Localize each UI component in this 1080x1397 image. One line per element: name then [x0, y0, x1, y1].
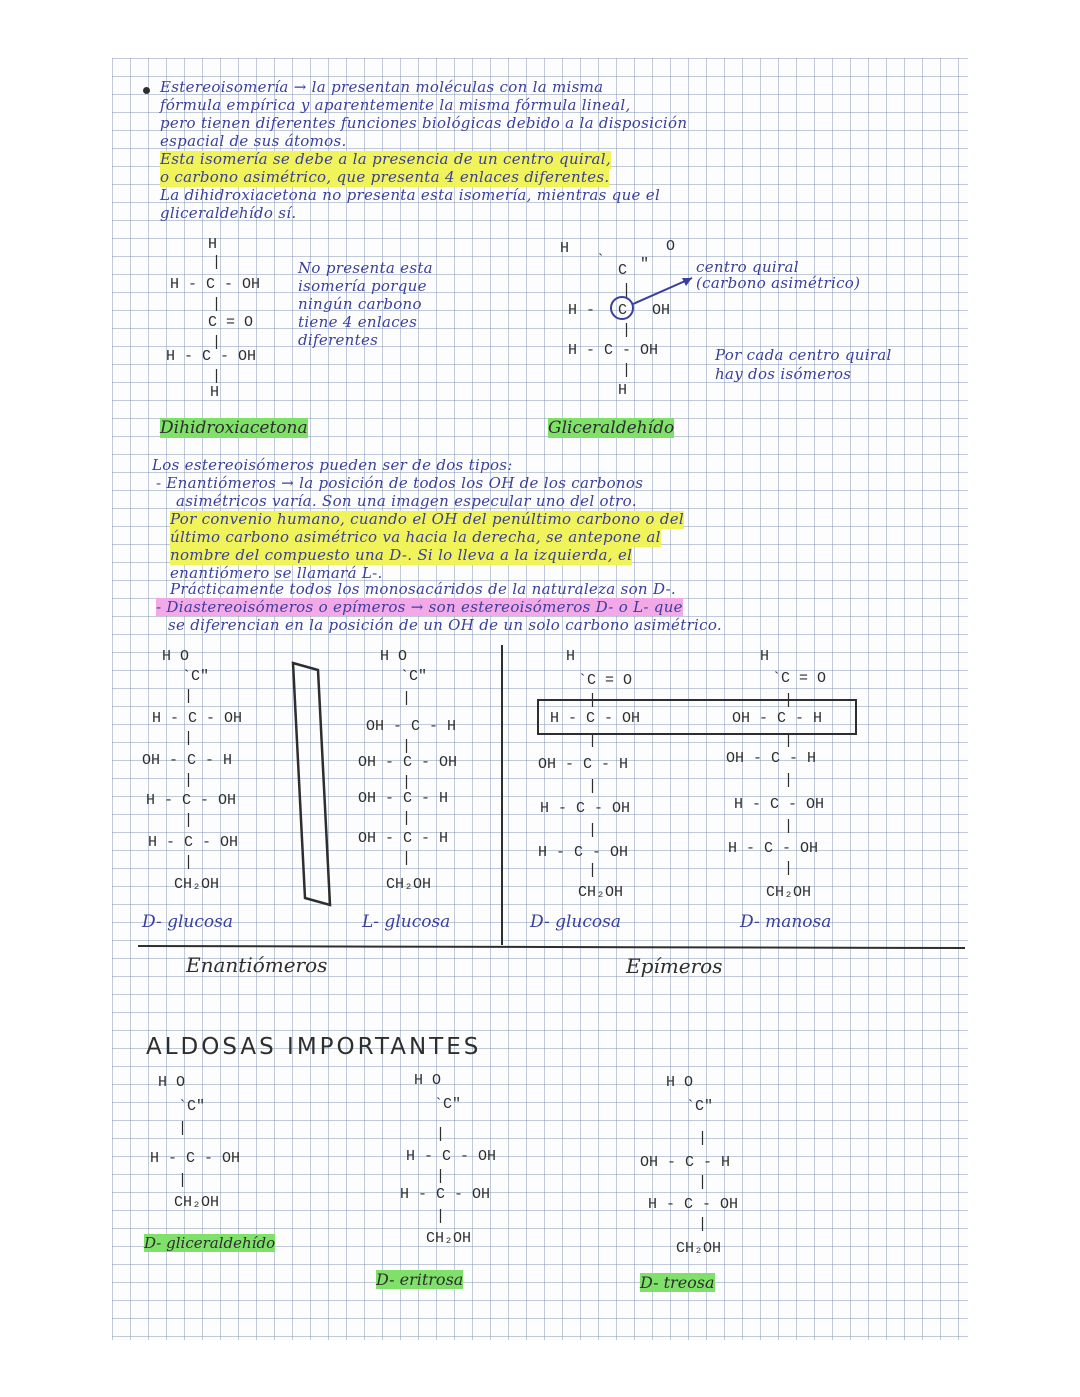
handwritten-text: CH₂OH — [676, 1240, 722, 1257]
handwritten-text: `C = O — [578, 672, 633, 689]
intro-line: gliceraldehído sí. — [160, 204, 297, 222]
intro-line: La dihidroxiacetona no presenta esta isomería, mientras que el — [160, 186, 661, 204]
handwritten-text: hay dos isómeros — [715, 365, 852, 383]
handwritten-text: H - C - OH — [406, 1148, 497, 1165]
handwritten-text: | — [588, 732, 598, 749]
handwritten-text: | — [402, 810, 412, 827]
handwritten-text: H - C - OH — [728, 840, 819, 857]
epimeros-label: Epímeros — [626, 954, 723, 978]
handwritten-text: CH₂OH — [174, 1194, 220, 1211]
handwritten-text: | — [698, 1216, 708, 1233]
intro-line-highlighted: Esta isomería se debe a la presencia de un centro quiral, — [160, 150, 611, 168]
handwritten-text: | — [212, 254, 222, 271]
handwritten-text: `C″ — [400, 668, 428, 685]
handwritten-text: OH - C - H — [640, 1154, 731, 1171]
handwritten-text: | — [178, 1120, 188, 1137]
handwritten-text: | — [784, 860, 794, 877]
handwritten-text: OH - C - OH — [358, 754, 458, 771]
handwritten-text: CH₂OH — [766, 884, 812, 901]
handwritten-text: | — [784, 818, 794, 835]
d-glucosa-epimer-caption: D- glucosa — [530, 912, 621, 932]
d-eritrosa-caption: D- eritrosa — [376, 1270, 464, 1289]
handwritten-text: OH - C - H — [538, 756, 629, 773]
handwritten-text: CH₂OH — [386, 876, 432, 893]
handwritten-text: `C″ — [686, 1098, 714, 1115]
handwritten-text: OH - C - H — [726, 750, 817, 767]
intro-line: espacial de sus átomos. — [160, 132, 347, 150]
enantiomeros-label: Enantiómeros — [186, 953, 328, 977]
handwritten-text: `C″ — [182, 668, 210, 685]
handwritten-text: tiene 4 enlaces — [298, 313, 418, 331]
handwritten-text: enantiómero se llamará L-. — [170, 564, 383, 582]
handwritten-text: H O — [162, 648, 190, 665]
handwritten-text: isomería porque — [298, 277, 427, 295]
d-treosa-caption: D- treosa — [640, 1273, 715, 1292]
handwritten-text: H - C - OH — [734, 796, 825, 813]
handwritten-text: H - C - OH — [148, 834, 239, 851]
handwritten-text: OH - C - H — [142, 752, 233, 769]
handwritten-text: H - C - OH — [538, 844, 629, 861]
handwritten-text: `C = O — [772, 670, 827, 687]
handwritten-text: OH - C - H — [358, 790, 449, 807]
handwritten-text: No presenta esta — [298, 259, 433, 277]
handwritten-text: H - C - OH — [152, 710, 243, 727]
enantiomeros-line: - Enantiómeros → la posición de todos los OH de los carbonos — [156, 474, 644, 492]
handwritten-text: | — [212, 334, 222, 351]
handwritten-text: | — [212, 296, 222, 313]
handwritten-text: Por cada centro quiral — [715, 346, 892, 364]
handwritten-text: H — [618, 382, 628, 399]
handwritten-text: `C″ — [434, 1096, 462, 1113]
handwritten-text: | — [698, 1130, 708, 1147]
handwritten-text: H O — [414, 1072, 442, 1089]
handwritten-text: H - C - OH — [400, 1186, 491, 1203]
handwritten-text: se diferencian en la posición de un OH de un solo carbono asimétrico. — [168, 616, 722, 634]
handwritten-text: asimétricos varía. Son una imagen especular uno del otro. — [176, 492, 637, 510]
handwritten-text: O — [666, 238, 676, 255]
l-glucosa-enantiomer — [358, 648, 498, 908]
handwritten-text: | — [184, 772, 194, 789]
handwritten-text: `C″ — [178, 1098, 206, 1115]
d-gliceraldehido-aldosa — [146, 1074, 286, 1224]
handwritten-text: | — [184, 730, 194, 747]
handwritten-text: | — [698, 1174, 708, 1191]
handwritten-text: | — [588, 862, 598, 879]
handwritten-text: último carbono asimétrico va hacia la derecha, se antepone al — [170, 528, 661, 546]
handwritten-text: | — [784, 772, 794, 789]
handwritten-text: H - C - OH — [540, 800, 631, 817]
handwritten-text: | — [436, 1168, 446, 1185]
handwritten-text: C — [618, 302, 628, 319]
handwritten-text: | — [784, 732, 794, 749]
intro-line: pero tienen diferentes funciones biológicas debido a la disposición — [160, 114, 688, 132]
handwritten-text: OH - C - H — [732, 710, 823, 727]
handwritten-text: | — [184, 812, 194, 829]
handwritten-text: H — [208, 236, 218, 253]
handwritten-text: C — [618, 262, 628, 279]
handwritten-text: | — [436, 1126, 446, 1143]
diastereoisomeros-line: - Diastereoisómeros o epímeros → son estereoisómeros D- o L- que — [156, 598, 683, 616]
handwritten-text: H - C - OH — [166, 348, 257, 365]
d-manosa-epimer-caption: D- manosa — [740, 912, 832, 932]
handwritten-text: Los estereoisómeros pueden ser de dos tipos: — [152, 456, 513, 474]
handwritten-text: H — [566, 648, 576, 665]
handwritten-text: H O — [158, 1074, 186, 1091]
aldosas-title: ALDOSAS IMPORTANTES — [146, 1034, 482, 1060]
handwritten-text: diferentes — [298, 331, 379, 349]
gliceraldehido-caption: Gliceraldehído — [548, 418, 675, 438]
handwritten-text: OH — [652, 302, 671, 319]
intro-text: Estereoisomería → la presentan moléculas con la misma — [160, 78, 604, 96]
handwritten-text: H - C - OH — [550, 710, 641, 727]
handwritten-text: H - C - OH — [170, 276, 261, 293]
intro-line: fórmula empírica y aparentemente la misma fórmula lineal, — [160, 96, 631, 114]
gliceraldehido-structure: H O ` C ″ | H - C OH | H - C - OH | H — [560, 238, 676, 399]
handwritten-text: | — [588, 822, 598, 839]
handwritten-text: centro quiral — [696, 258, 799, 276]
handwritten-text: OH - C - H — [366, 718, 457, 735]
handwritten-text: nombre del compuesto una D-. Si lo lleva a la izquierda, el — [170, 546, 633, 564]
handwritten-text: | — [402, 690, 412, 707]
handwritten-text: H - C - OH — [648, 1196, 739, 1213]
l-glucosa-enantiomer-caption: L- glucosa — [362, 912, 451, 932]
handwritten-text: | — [212, 368, 222, 385]
dihidroxiacetona-caption: Dihidroxiacetona — [160, 418, 308, 438]
handwritten-text: H - C - OH — [150, 1150, 241, 1167]
handwritten-text: H O — [666, 1074, 694, 1091]
handwritten-text: ningún carbono — [298, 295, 422, 313]
d-manosa-epimer — [726, 648, 876, 908]
handwritten-text: | — [184, 854, 194, 871]
d-glucosa-epimer — [536, 648, 686, 908]
handwritten-text: | — [402, 774, 412, 791]
handwritten-text: | — [588, 778, 598, 795]
handwritten-text: Prácticamente todos los monosacáridos de la naturaleza son D-. — [170, 580, 677, 598]
handwritten-text: Por convenio humano, cuando el OH del penúltimo carbono o del — [170, 510, 684, 528]
handwritten-text: CH₂OH — [174, 876, 220, 893]
handwritten-text: CH₂OH — [426, 1230, 472, 1247]
handwritten-text: H — [560, 240, 570, 257]
handwritten-text: | — [402, 738, 412, 755]
d-glucosa-enantiomer-caption: D- glucosa — [142, 912, 233, 932]
handwritten-text: | — [402, 850, 412, 867]
intro-line-highlighted: o carbono asimétrico, que presenta 4 enlaces diferentes. — [160, 168, 610, 186]
handwritten-text: (carbono asimétrico) — [696, 274, 861, 292]
handwritten-text: H — [760, 648, 770, 665]
handwritten-text: H - C - OH — [146, 792, 237, 809]
handwritten-text: | — [784, 692, 794, 709]
d-eritrosa-aldosa — [396, 1072, 536, 1252]
handwritten-text: H O — [380, 648, 408, 665]
handwritten-text: H — [210, 384, 220, 401]
handwritten-text: C = O — [208, 314, 254, 331]
handwritten-text: | — [178, 1172, 188, 1189]
d-glucosa-enantiomer — [142, 648, 282, 908]
d-treosa-aldosa — [640, 1074, 790, 1264]
handwritten-text: CH₂OH — [578, 884, 624, 901]
handwritten-text: | — [588, 692, 598, 709]
handwritten-text: | — [436, 1208, 446, 1225]
d-gliceraldehido-caption: D- gliceraldehído — [144, 1234, 276, 1252]
handwritten-text: OH - C - H — [358, 830, 449, 847]
handwritten-text: | — [184, 688, 194, 705]
handwritten-text: H - C - OH — [568, 342, 659, 359]
handwritten-text: H - — [568, 302, 596, 319]
